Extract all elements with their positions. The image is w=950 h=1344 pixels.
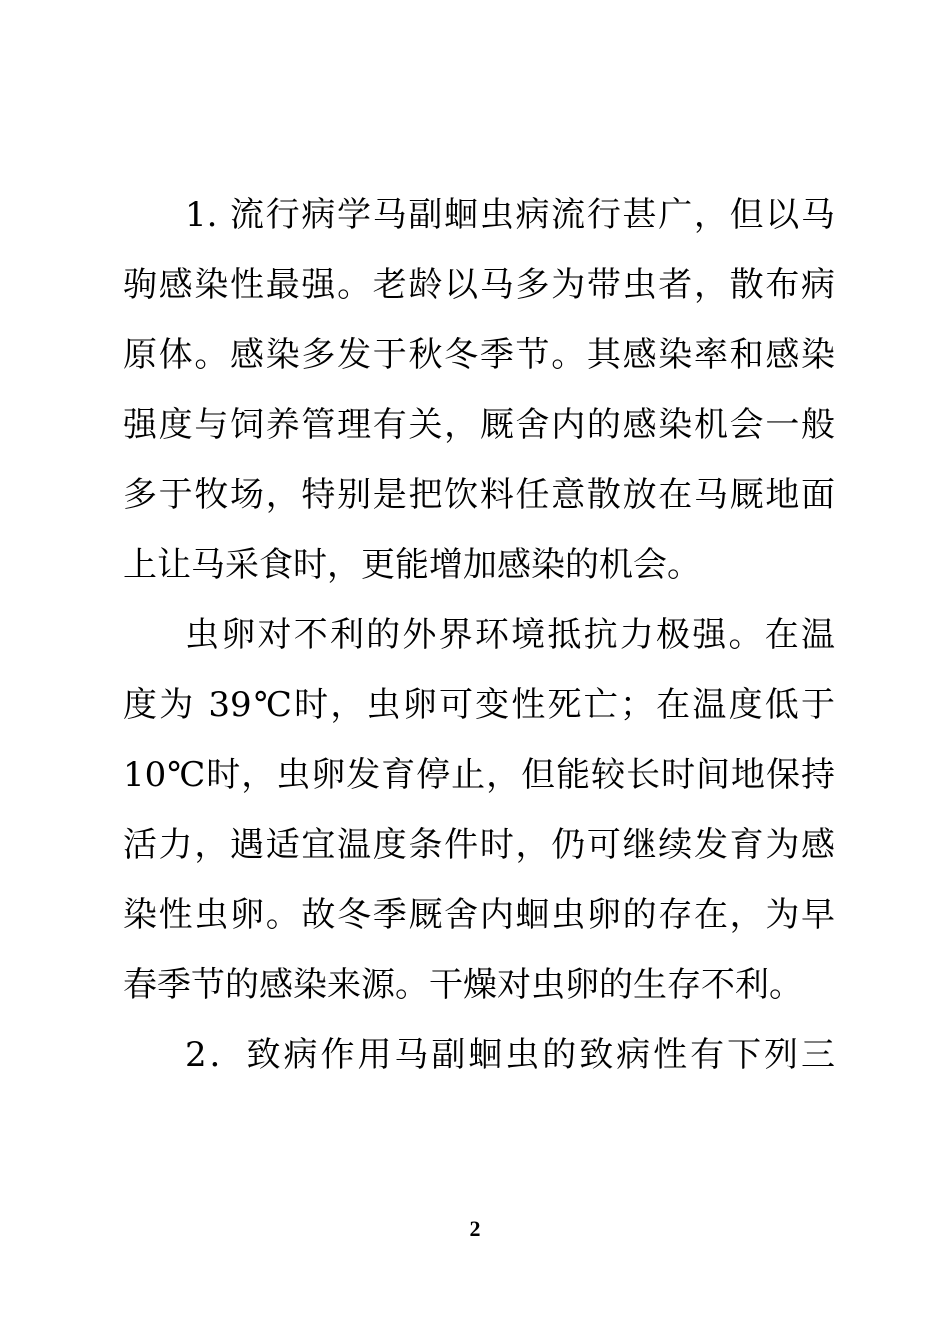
paragraph-line: 虫卵对不利的外界环境抵抗力极强。在温 bbox=[185, 615, 835, 655]
paragraph-line: 度为 39℃时，虫卵可变性死亡；在温度低于 bbox=[123, 685, 835, 725]
body-text bbox=[123, 180, 835, 1090]
paragraph-line: 春季节的感染来源。干燥对虫卵的生存不利。 bbox=[123, 965, 803, 1005]
paragraph-line: 强度与饲养管理有关，厩舍内的感染机会一般 bbox=[123, 405, 835, 445]
paragraph-line: 1. 流行病学马副蛔虫病流行甚广，但以马 bbox=[185, 195, 835, 235]
paragraph-line: 驹感染性最强。老龄以马多为带虫者，散布病 bbox=[123, 265, 835, 305]
paragraph-line: 多于牧场，特别是把饮料任意散放在马厩地面 bbox=[123, 475, 835, 515]
page-number: 2 bbox=[469, 1216, 481, 1241]
paragraph-line: 上让马采食时，更能增加感染的机会。 bbox=[123, 545, 701, 585]
paragraph-line: 原体。感染多发于秋冬季节。其感染率和感染 bbox=[123, 335, 835, 375]
paragraph-line: 活力，遇适宜温度条件时，仍可继续发育为感 bbox=[123, 825, 835, 865]
paragraph-line: 2．致病作用马副蛔虫的致病性有下列三 bbox=[185, 1035, 835, 1075]
paragraph-line: 染性虫卵。故冬季厩舍内蛔虫卵的存在，为早 bbox=[123, 895, 835, 935]
paragraph-line: 10℃时，虫卵发育停止，但能较长时间地保持 bbox=[123, 755, 835, 795]
